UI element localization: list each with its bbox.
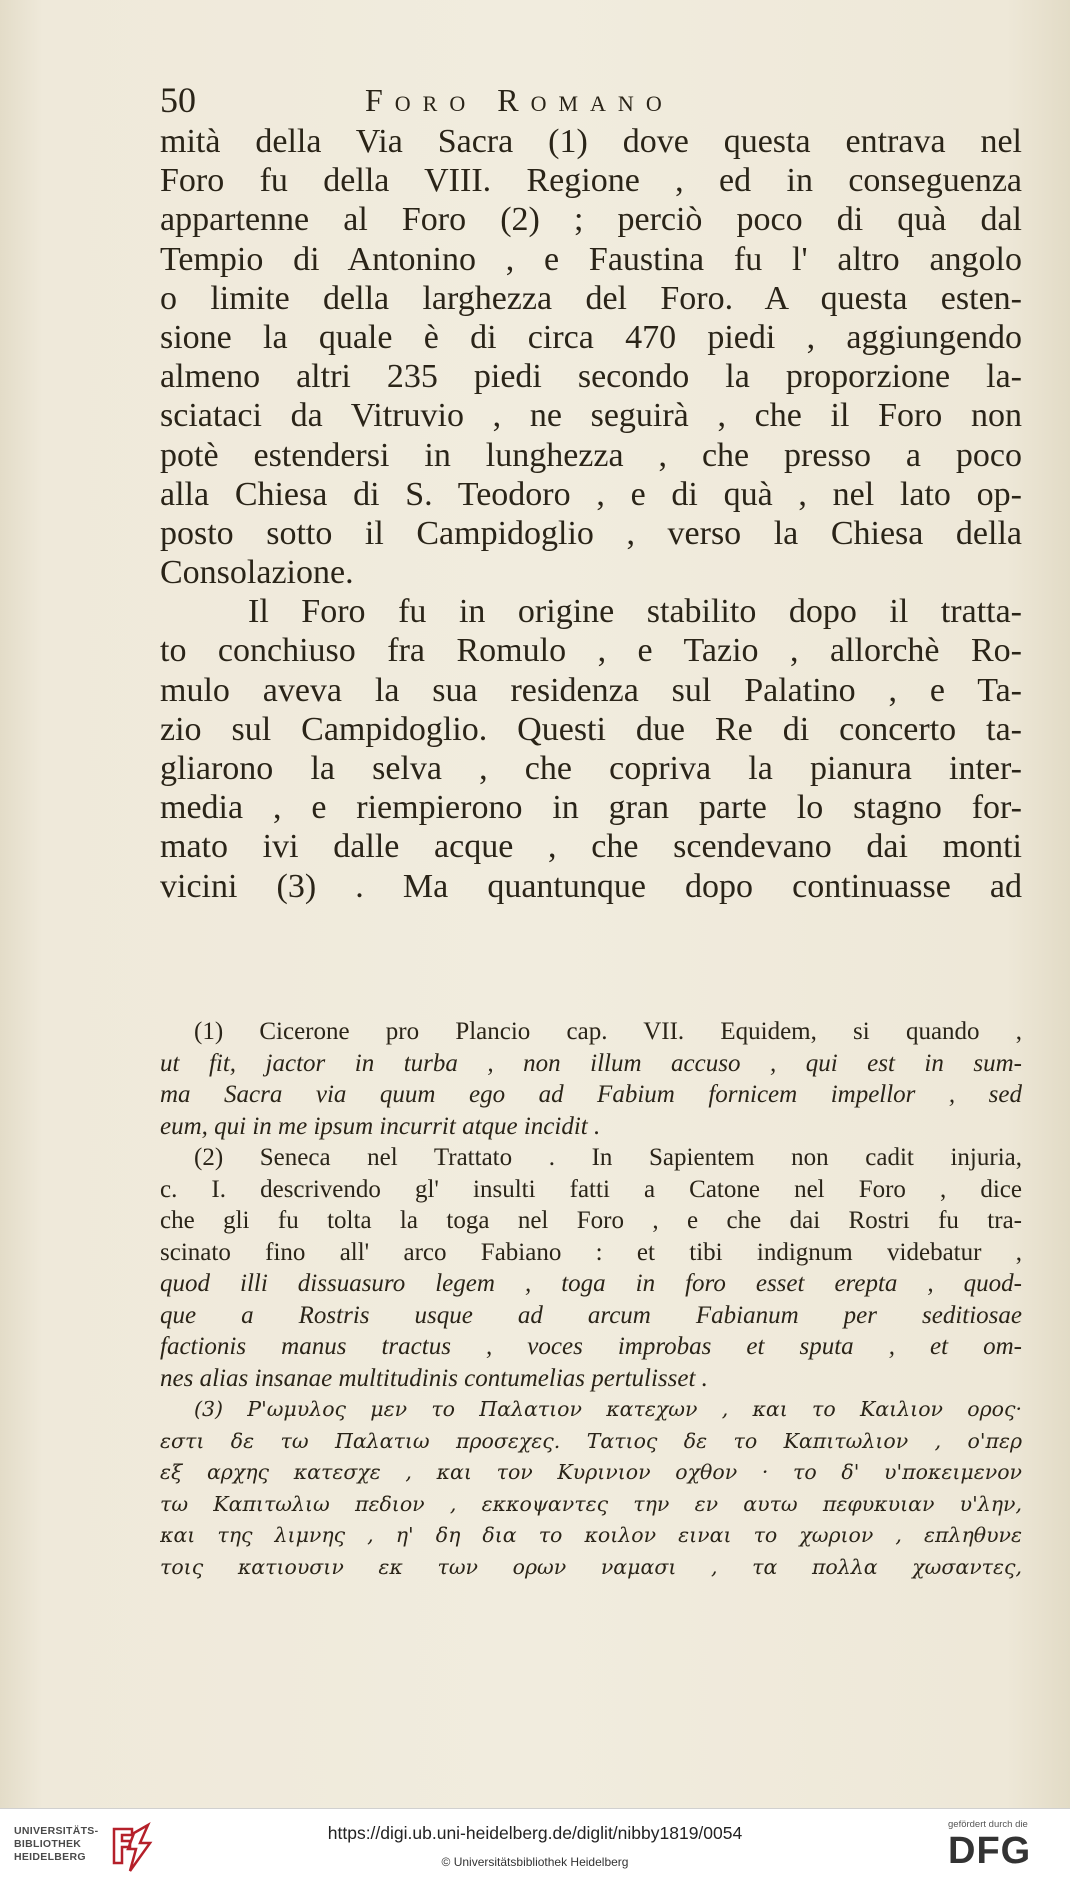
body-line: Il Foro fu in origine stabilito dopo il tratta- — [248, 593, 1022, 631]
library-name-line: UNIVERSITÄTS- — [14, 1825, 99, 1837]
body-line: Consolazione. — [160, 554, 354, 592]
body-text — [160, 122, 1022, 906]
footnote-1-line: ma Sacra via quum ego ad Fabium fornicem impellor , sed — [160, 1081, 1022, 1108]
body-line: sciataci da Vitruvio , ne seguirà , che il Foro non — [160, 397, 1022, 435]
body-line: appartenne al Foro (2) ; perciò poco di quà dal — [160, 201, 1022, 239]
footnote-2-line: che gli fu tolta la toga nel Foro , e che dai Rostri fu tra- — [160, 1207, 1022, 1234]
dfg-logo[interactable] — [948, 1819, 1060, 1877]
footnote-2-line: (2) Seneca nel Trattato . In Sapientem non cadit injuria, — [194, 1144, 1022, 1171]
body-line: zio sul Campidoglio. Questi due Re di concerto ta- — [160, 710, 1022, 748]
library-name-line: BIBLIOTHEK — [14, 1838, 82, 1850]
body-line: alla Chiesa di S. Teodoro , e di quà , nel lato op- — [160, 475, 1022, 513]
body-line: almeno altri 235 piedi secondo la proporzione la- — [160, 358, 1022, 396]
body-line: media , e riempierono in gran parte lo stagno for- — [160, 789, 1022, 827]
dfg-wordmark: DFG — [948, 1830, 1032, 1872]
body-line: Tempio di Antonino , e Faustina fu l' altro angolo — [160, 240, 1022, 278]
footnote-3-line: και της λιμνης , η' δη δια το κοιλον ειναι το χωριον , επληθυνε — [160, 1523, 1022, 1547]
footnote-3-line: τοις κατιουσιν εκ των ορων ναμασι , τα πολλα χωσαντες, — [160, 1554, 1022, 1579]
page-number: 50 — [160, 80, 196, 120]
body-line: to conchiuso fra Romulo , e Tazio , allorchè Ro- — [160, 632, 1022, 670]
body-line: gliarono la selva , che copriva la pianura inter- — [160, 750, 1022, 787]
funding-caption: gefördert durch die — [948, 1819, 1028, 1830]
footnote-3-line: τω Καπιτωλιω πεδιον , εκκοψαντες την εν αυτω πεφυκυιαν υ'λην, — [160, 1491, 1022, 1516]
body-line: posto sotto il Campidoglio , verso la Chiesa della — [160, 514, 1022, 552]
footnote-2-line: scinato fino all' arco Fabiano : et tibi indignum videbatur , — [160, 1238, 1022, 1266]
body-line: potè estendersi in lunghezza , che presso a poco — [160, 436, 1022, 474]
footnote-3-line: εξ αρχης κατεσχε , και τον Κυρινιον οχθον · το δ' υ'ποκειμενον — [160, 1460, 1022, 1484]
body-line: mulo aveva la sua residenza sul Palatino , e Ta- — [160, 671, 1022, 709]
footnote-2-line: que a Rostris usque ad arcum Fabianum per seditiosae — [160, 1301, 1022, 1329]
library-name-line: HEIDELBERG — [14, 1851, 86, 1863]
body-line: mato ivi dalle acque , che scendevano dai monti — [160, 828, 1022, 866]
body-line: vicini (3) . Ma quantunque dopo continuasse ad — [160, 867, 1022, 905]
footnote-2-line: factionis manus tractus , voces improbas et sputa , et om- — [160, 1333, 1022, 1360]
copyright-notice: © Universitätsbibliothek Heidelberg — [441, 1855, 629, 1869]
page-url-link[interactable]: https://digi.ub.uni-heidelberg.de/diglit/nibby1819/0054 — [327, 1823, 743, 1843]
body-line: o limite della larghezza del Foro. A questa esten- — [160, 279, 1022, 317]
page-header — [160, 78, 1020, 122]
running-title: Foro Romano — [365, 82, 674, 118]
footnote-2-line: c. I. descrivendo gl' insulti fatti a Catone nel Foro , dice — [160, 1175, 1022, 1203]
footnote-1-line: (1) Cicerone pro Plancio cap. VII. Equidem, si quando , — [194, 1018, 1022, 1045]
footnotes — [160, 1016, 1022, 1583]
footnote-1-line: eum, qui in me ipsum incurrit atque incidit . — [160, 1112, 601, 1140]
footnote-2-line: quod illi dissuasuro legem , toga in foro esset erepta , quod- — [160, 1270, 1022, 1297]
body-line: Foro fu della VIII. Regione , ed in conseguenza — [160, 162, 1022, 200]
body-line: sione la quale è di circa 470 piedi , aggiungendo — [160, 318, 1022, 356]
footnote-2-line: nes alias insanae multitudinis contumelias pertulisset . — [160, 1364, 708, 1392]
viewer-footer — [0, 1808, 1070, 1884]
footnote-3-line: εστι δε τω Παλατιω προσεχες. Τατιος δε το Καπιτωλιον , ο'περ — [160, 1428, 1022, 1453]
footnote-1-line: ut fit, jactor in turba , non illum accuso , qui est in sum- — [160, 1049, 1022, 1077]
footnote-3-line: (3) Ρ'ωμυλος μεν το Παλατιον κατεχων , και το Καιλιον ορος· — [194, 1397, 1022, 1421]
body-line: mità della Via Sacra (1) dove questa entrava nel — [160, 123, 1022, 160]
